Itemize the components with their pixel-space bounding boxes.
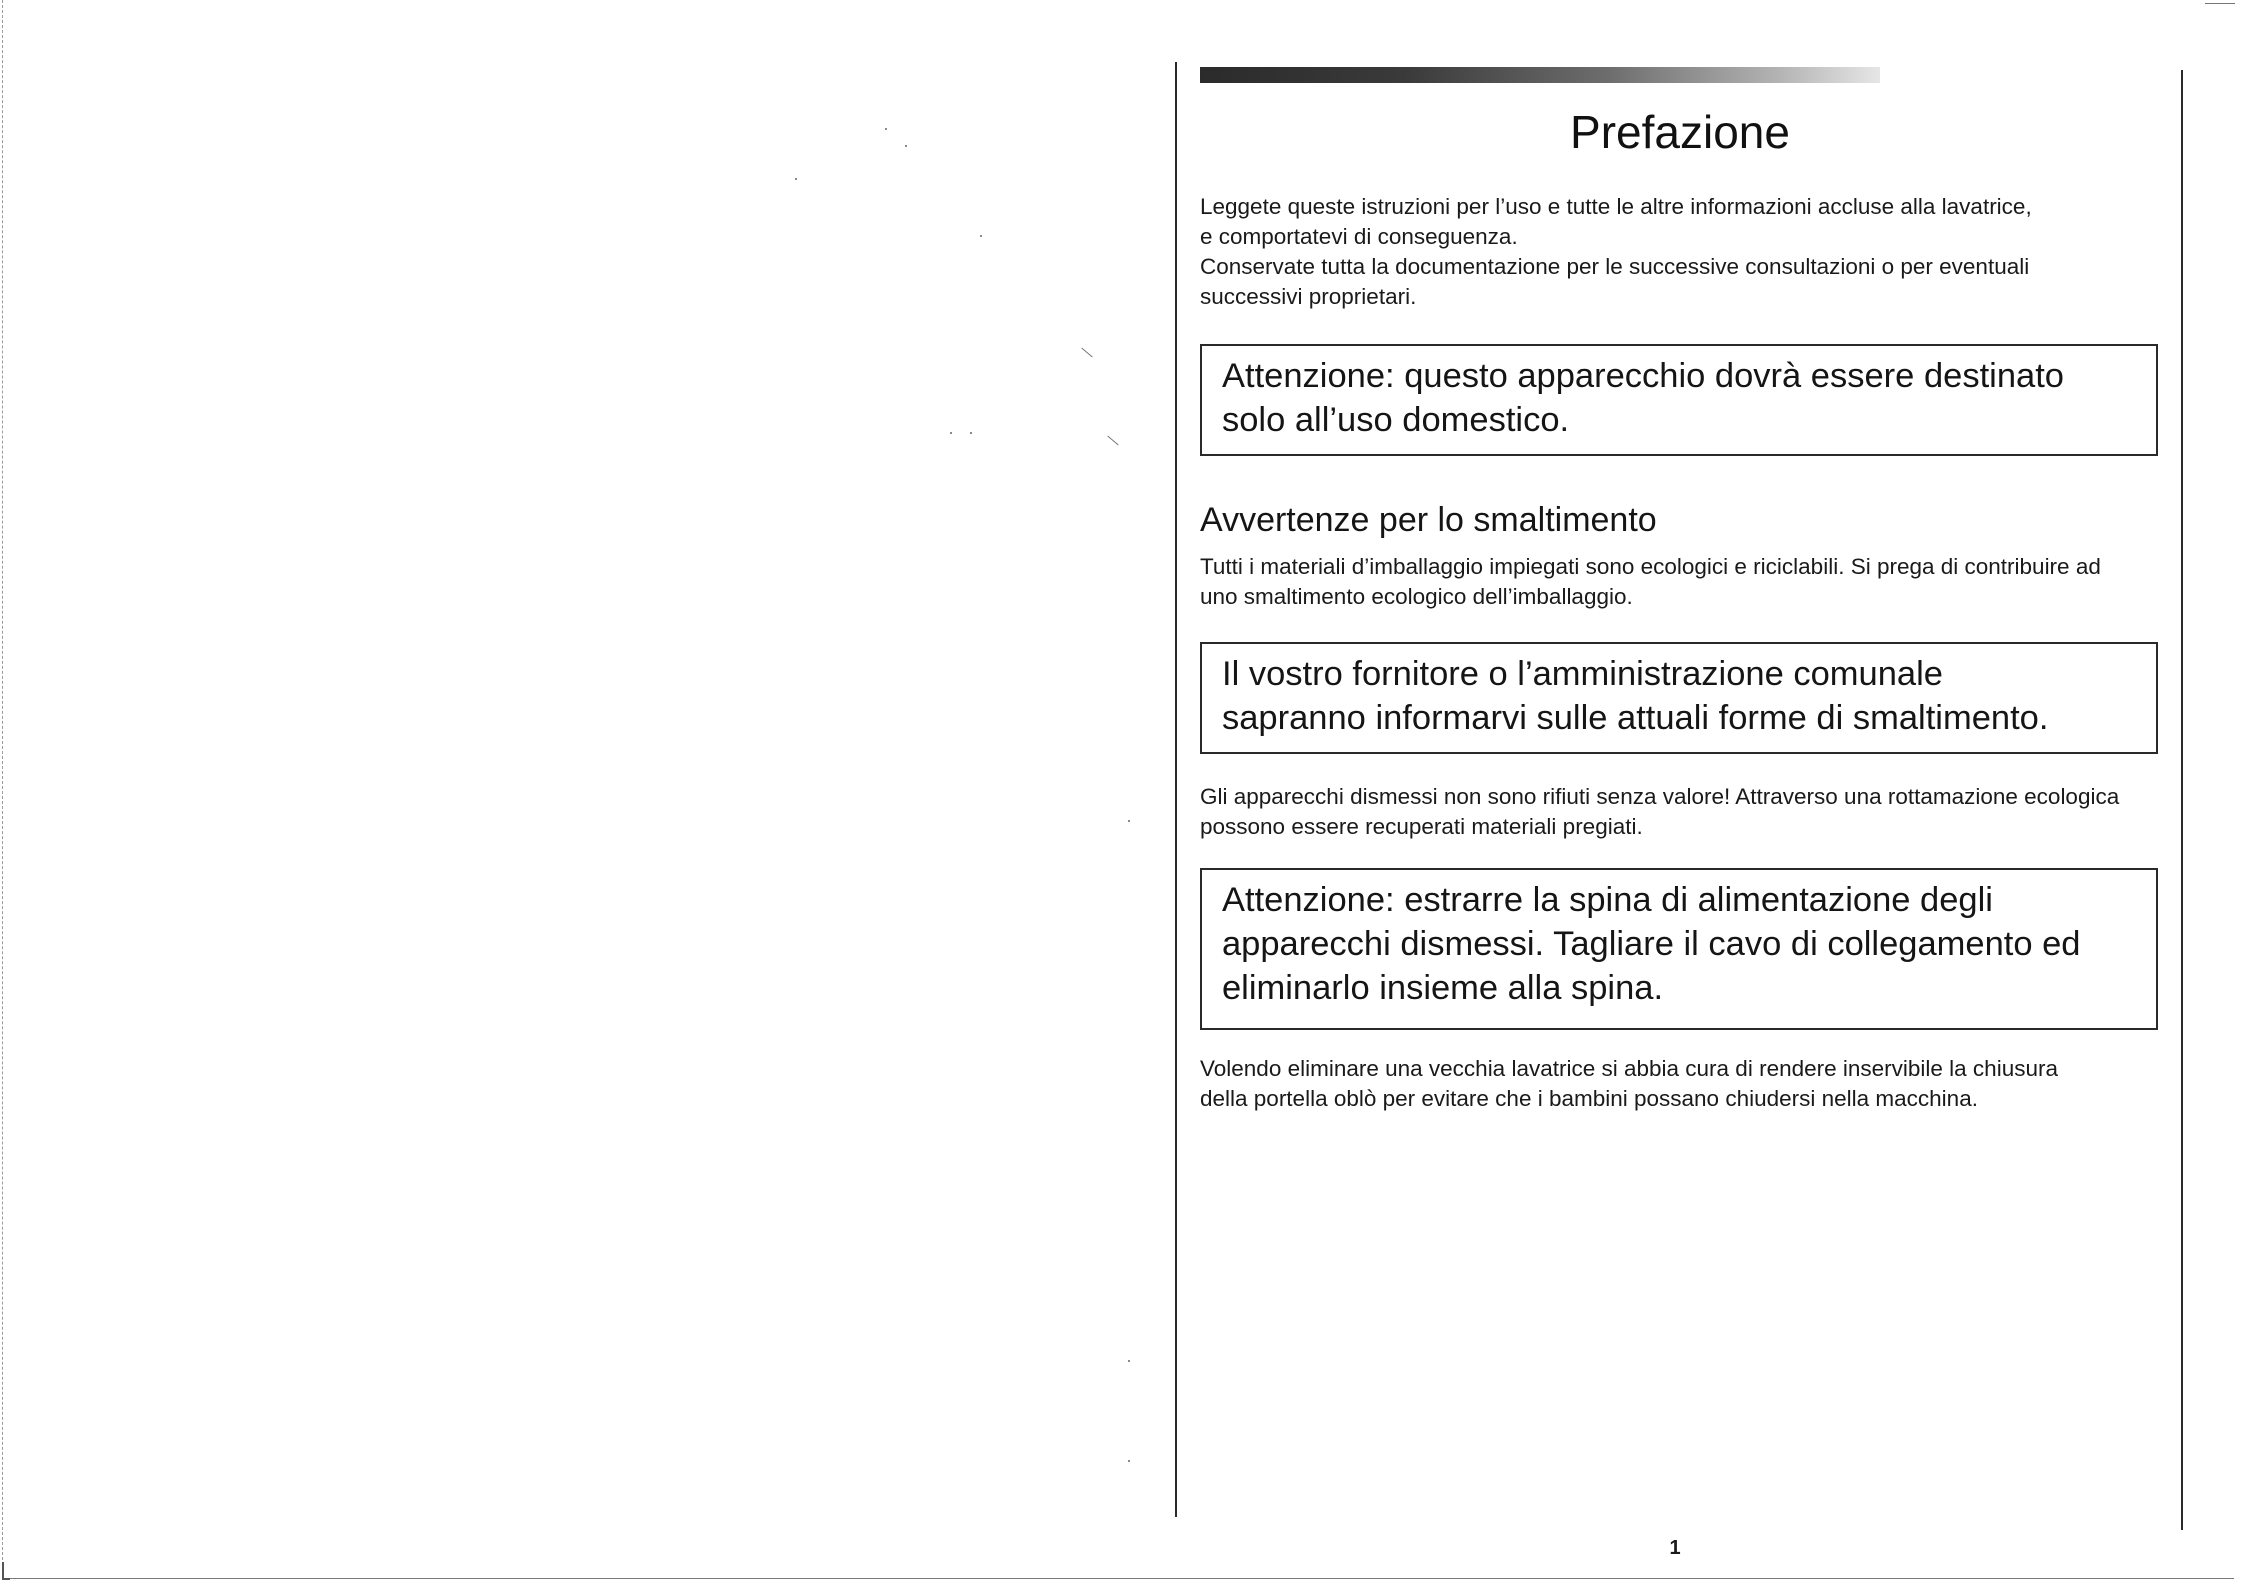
page-right-edge-line xyxy=(2181,70,2183,1530)
page-title: Prefazione xyxy=(1570,106,1790,158)
scan-corner-mark xyxy=(2,1562,10,1580)
disposal-paragraph: Tutti i materiali d’imballaggio impiegati sono ecologici e riciclabili. Si prega di contribuire ad uno smaltimento ecologico dell’imballaggio. xyxy=(1200,554,2101,609)
scan-tick xyxy=(2205,3,2235,4)
scan-speck xyxy=(905,145,907,147)
disposal-heading: Avvertenze per lo smaltimento xyxy=(1200,501,1657,539)
scan-speck xyxy=(970,432,972,434)
scan-tick xyxy=(1081,348,1092,358)
notice-text-supplier: Il vostro fornitore o l’amministrazione comunale sapranno informarvi sulle attuali forme di smaltimento. xyxy=(1222,655,2049,737)
door-lock-paragraph: Volendo eliminare una vecchia lavatrice si abbia cura di rendere inservibile la chiusura della portella oblò per evitare che i bambini possano chiudersi nella macchina. xyxy=(1200,1056,2058,1111)
intro-paragraph: Leggete queste istruzioni per l’uso e tutte le altre informazioni accluse alla lavatrice, e comportatevi di conseguenza. Conservate tutta la documentazione per le successive consultazioni o per eventuali successivi proprietari. xyxy=(1200,194,2032,309)
notice-box-supplier xyxy=(1200,642,2158,754)
page-gutter-line xyxy=(1175,62,1177,1517)
warning-box-plug xyxy=(1200,868,2158,1030)
scan-speck xyxy=(980,235,982,237)
warning-box-domestic-use xyxy=(1200,344,2158,456)
scan-tick xyxy=(1107,436,1118,446)
scan-speck xyxy=(795,178,797,180)
scan-speck xyxy=(1128,1460,1130,1462)
warning-text-plug: Attenzione: estrarre la spina di alimentazione degli apparecchi dismessi. Tagliare il cavo di collegamento ed eliminarlo insieme alla spina. xyxy=(1222,881,2081,1007)
header-bar xyxy=(1200,67,1880,83)
warning-text-domestic-use: Attenzione: questo apparecchio dovrà essere destinato solo all’uso domestico. xyxy=(1222,357,2064,439)
old-appliances-paragraph: Gli apparecchi dismessi non sono rifiuti senza valore! Attraverso una rottamazione ecologica possono essere recuperati materiali pregiati. xyxy=(1200,784,2120,839)
page-number: 1 xyxy=(1669,1537,1681,1559)
scan-speck xyxy=(1128,1360,1130,1362)
scan-speck xyxy=(1128,820,1130,822)
scan-left-edge xyxy=(2,0,4,1565)
scan-speck xyxy=(885,128,887,130)
scan-speck xyxy=(950,432,952,434)
scan-bottom-edge xyxy=(4,1578,2234,1579)
